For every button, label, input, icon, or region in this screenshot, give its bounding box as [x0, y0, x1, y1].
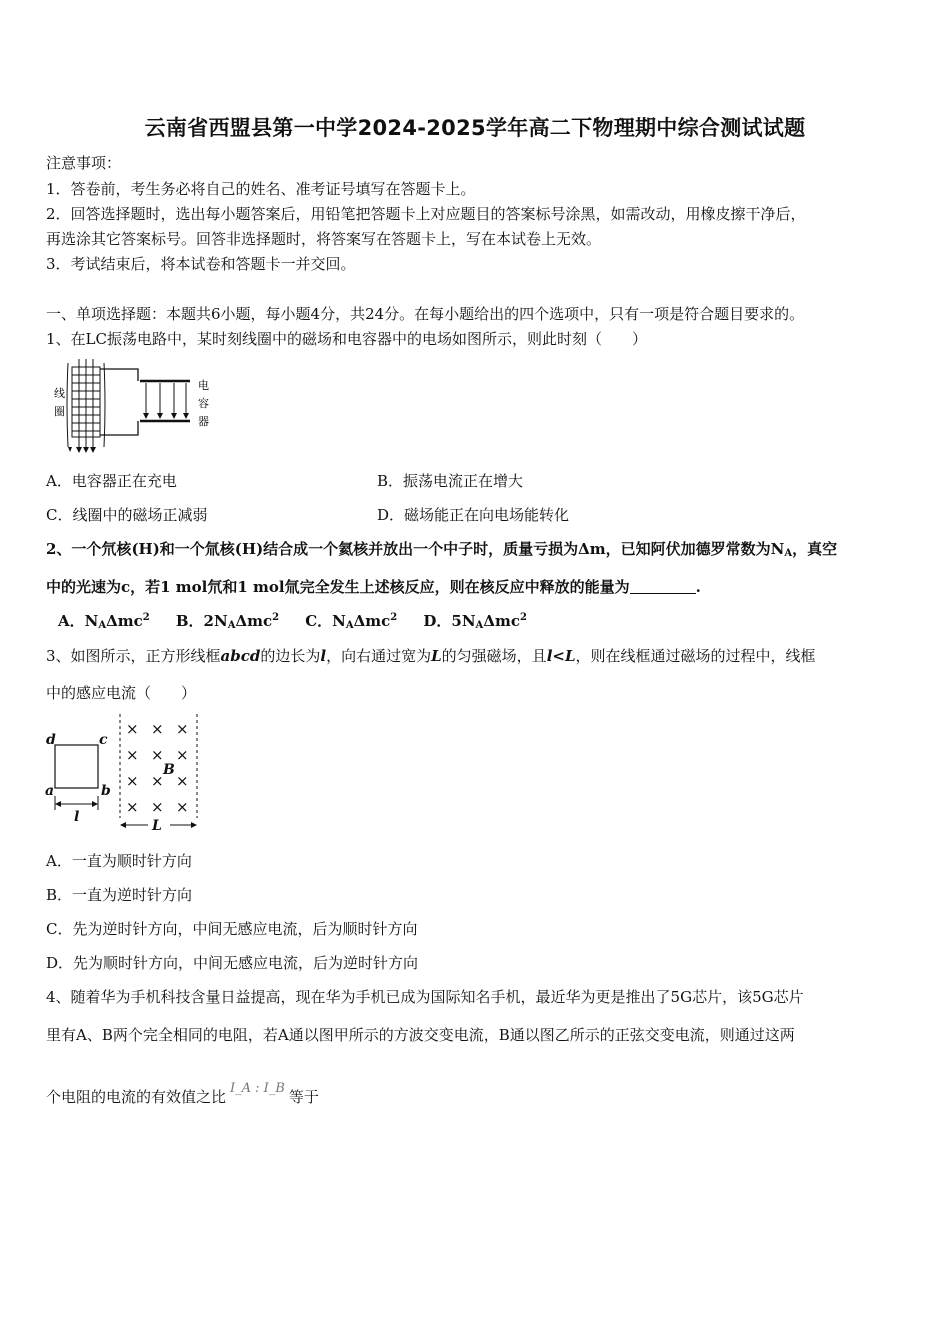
- label-l: l: [74, 809, 80, 825]
- q3-option-b: B．一直为逆时针方向: [46, 886, 193, 904]
- circuit-wires: [100, 369, 138, 435]
- current-ratio: I_A : I_B: [230, 1081, 285, 1096]
- coil-icon: [67, 359, 105, 447]
- cap-label-1: 电: [198, 379, 209, 392]
- section-heading: 一、单项选择题：本题共6小题，每小题4分，共24分。在每小题给出的四个选项中，只有一项是符合题目要求的。: [46, 305, 805, 323]
- svg-text:×: ×: [176, 746, 189, 764]
- label-c: c: [99, 732, 108, 748]
- q2-option-c: C．$N_A\Delta mc^2$: [305, 612, 398, 631]
- q2-options: [58, 610, 527, 631]
- label-L: L: [152, 818, 162, 834]
- notice-item-2b: 再选涂其它答案标号。回答非选择题时，将答案写在答题卡上，写在本试卷上无效。: [46, 230, 602, 248]
- notice-item-1: 1．答卷前，考生务必将自己的姓名、准考证号填写在答题卡上。: [46, 180, 476, 198]
- q3-option-d: D．先为顺时针方向，中间无感应电流，后为逆时针方向: [46, 954, 419, 972]
- svg-text:×: ×: [126, 720, 139, 738]
- q2-option-a: A．$N_A\Delta mc^2$: [58, 612, 150, 631]
- notice-heading: 注意事项：: [46, 154, 122, 172]
- svg-text:×: ×: [151, 772, 164, 790]
- q3-option-c: C．先为逆时针方向，中间无感应电流，后为顺时针方向: [46, 920, 418, 938]
- square-loop: [55, 745, 98, 788]
- q2-option-d: D．$5N_A\Delta mc^2$: [423, 612, 527, 631]
- label-a: a: [45, 783, 55, 799]
- svg-text:×: ×: [176, 772, 189, 790]
- question-2-stem-line1: 2、一个氘核(H)和一个氚核(H)结合成一个氦核并放出一个中子时，质量亏损为Δm，已知阿伏加德罗常数为$N_A$，真空: [46, 540, 838, 559]
- answer-blank: [630, 579, 696, 594]
- label-B: B: [163, 762, 175, 778]
- svg-text:×: ×: [126, 746, 139, 764]
- magnetic-field-figure: [44, 712, 214, 836]
- svg-text:×: ×: [151, 746, 164, 764]
- lc-circuit-figure: [48, 355, 218, 455]
- svg-text:×: ×: [126, 798, 139, 816]
- question-4-stem-line3: 个电阻的电流的有效值之比 I_A : I_B 等于: [46, 1081, 319, 1106]
- question-4-stem-line1: 4、随着华为手机科技含量日益提高，现在华为手机已成为国际知名手机，最近华为更是推出了5G芯片，该5G芯片: [46, 988, 804, 1006]
- notice-item-3: 3．考试结束后，将本试卷和答题卡一并交回。: [46, 255, 356, 273]
- page-title: 云南省西盟县第一中学2024-2025学年高二下物理期中综合测试试题: [144, 116, 806, 140]
- q3-option-a: A．一直为顺时针方向: [46, 852, 192, 870]
- q2-option-b: B．$2N_A\Delta mc^2$: [175, 612, 280, 631]
- svg-text:×: ×: [176, 798, 189, 816]
- cap-label-3: 器: [198, 415, 209, 428]
- q1-option-d: D．磁场能正在向电场能转化: [377, 506, 570, 524]
- electric-field-arrows-icon: [146, 383, 186, 415]
- q1-option-c: C．线圈中的磁场正减弱: [46, 506, 208, 524]
- question-1-stem: 1、在LC振荡电路中，某时刻线圈中的磁场和电容器中的电场如图所示，则此时刻（ ）: [46, 330, 647, 348]
- coil-arrows-icon: [68, 447, 96, 453]
- svg-text:×: ×: [126, 772, 139, 790]
- notice-item-2a: 2．回答选择题时，选出每小题答案后，用铅笔把答题卡上对应题目的答案标号涂黑，如需改动，用橡皮擦干净后，: [46, 205, 806, 223]
- q1-option-b: B．振荡电流正在增大: [377, 472, 524, 490]
- question-4-stem-line2: 里有A、B两个完全相同的电阻，若A通以图甲所示的方波交变电流，B通以图乙所示的正弦交变电流，则通过这两: [46, 1026, 795, 1044]
- label-b: b: [101, 783, 111, 799]
- q1-option-a: A．电容器正在充电: [46, 472, 177, 490]
- coil-label-2: 圈: [54, 405, 65, 418]
- question-2-stem-line2: 中的光速为c，若1 mol氘和1 mol氚完全发生上述核反应，则在核反应中释放的能量为 .: [46, 578, 701, 596]
- field-crosses-icon: [126, 720, 189, 816]
- svg-text:×: ×: [176, 720, 189, 738]
- svg-text:×: ×: [151, 798, 164, 816]
- cap-label-2: 容: [198, 397, 209, 410]
- question-3-stem-line2: 中的感应电流（ ）: [46, 684, 197, 702]
- coil-label-1: 线: [54, 387, 65, 400]
- label-d: d: [46, 732, 56, 748]
- question-3-stem-line1: 3、如图所示，正方形线框abcd的边长为l，向右通过宽为L的匀强磁场，且l<L，则在线框通过磁场的过程中，线框: [46, 647, 816, 665]
- svg-text:×: ×: [151, 720, 164, 738]
